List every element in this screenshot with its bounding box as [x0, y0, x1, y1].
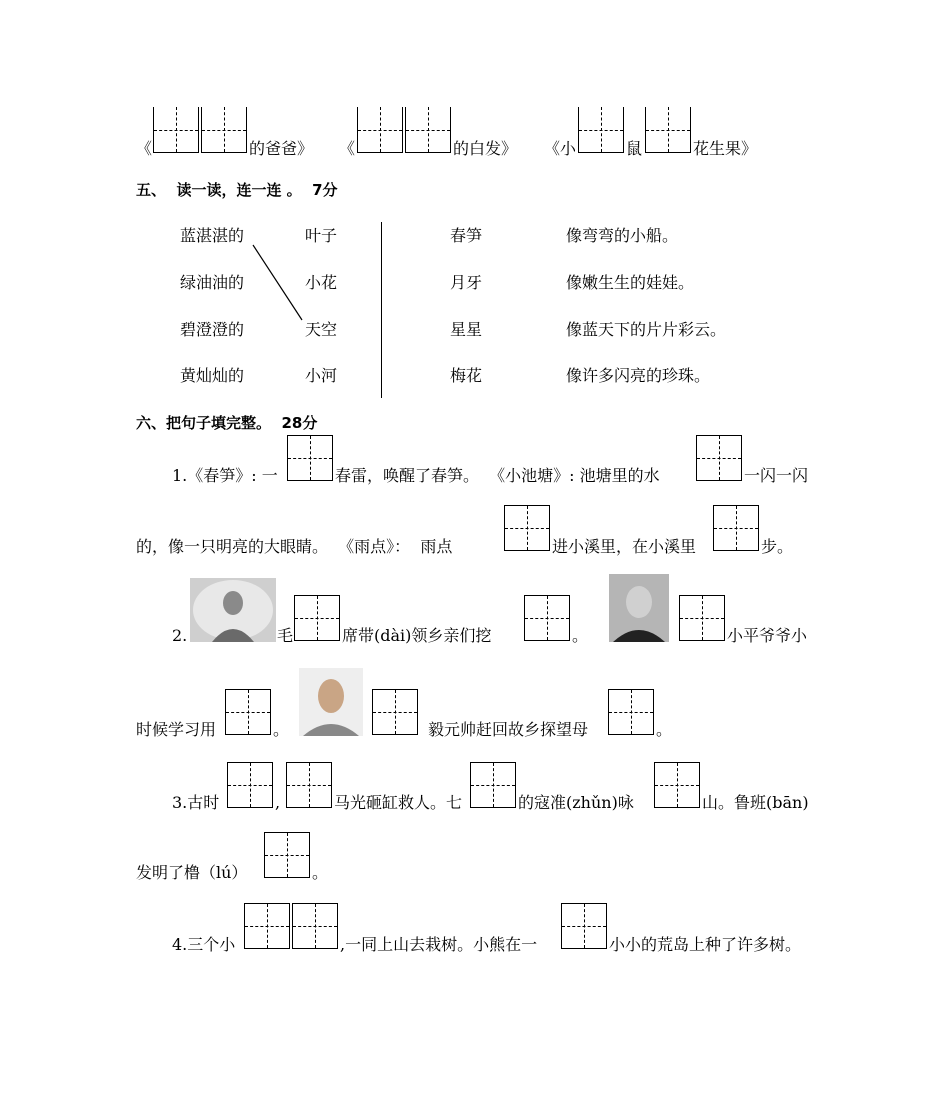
- q1-text-e: 进小溪里，在小溪里: [552, 537, 697, 556]
- mid-col-item[interactable]: 天空: [305, 320, 338, 339]
- far-right-col-item[interactable]: 像嫩生生的娃娃。: [566, 273, 695, 292]
- top-item3-tail: 花生果》: [693, 139, 758, 158]
- answer-box[interactable]: [578, 107, 624, 153]
- mid-col-item[interactable]: 小花: [305, 273, 338, 292]
- mid-col-item[interactable]: 叶子: [305, 226, 338, 245]
- q1-text-d: 的，像一只明亮的大眼睛。 《雨点》： 雨点: [136, 537, 453, 556]
- q2-text-e: 小平爷爷小: [727, 626, 808, 645]
- answer-box[interactable]: [561, 903, 607, 949]
- answer-box[interactable]: [654, 762, 700, 808]
- top-item2-open: 《: [339, 139, 356, 158]
- answer-box[interactable]: [679, 595, 725, 641]
- q1-text-f: 步。: [761, 537, 794, 556]
- portrait-image: [609, 574, 669, 642]
- q2-text-b: 毛: [277, 626, 294, 645]
- far-right-col-item[interactable]: 像蓝天下的片片彩云。: [566, 320, 727, 339]
- answer-box[interactable]: [645, 107, 691, 153]
- top-item3-open: 《小: [544, 139, 577, 158]
- answer-box[interactable]: [372, 689, 418, 735]
- q2-text-f: 时候学习用: [136, 720, 217, 739]
- answer-box[interactable]: [696, 435, 742, 481]
- q2-text-c: 席带(dài)领乡亲们挖: [342, 626, 492, 645]
- q2-text-d: 。: [572, 626, 589, 645]
- answer-box[interactable]: [405, 107, 451, 153]
- answer-box[interactable]: [286, 762, 332, 808]
- q3-text-g: 。: [312, 863, 329, 882]
- answer-box[interactable]: [294, 595, 340, 641]
- top-item1-open: 《: [136, 139, 153, 158]
- q1-text-a: 1.《春笋》: 一: [172, 466, 278, 485]
- answer-box[interactable]: [524, 595, 570, 641]
- mid-col-item[interactable]: 小河: [305, 366, 338, 385]
- right-col-item[interactable]: 月牙: [450, 273, 483, 292]
- portrait-image: [190, 578, 276, 642]
- q2-text-i: 。: [656, 720, 673, 739]
- right-col-item[interactable]: 春笋: [450, 226, 483, 245]
- far-right-col-item[interactable]: 像弯弯的小船。: [566, 226, 679, 245]
- answer-box[interactable]: [225, 689, 271, 735]
- q3-text-c: 马光砸缸救人。七: [334, 793, 463, 812]
- top-item1-tail: 的爸爸》: [249, 139, 314, 158]
- q4-text-a: 4.三个小: [172, 935, 236, 954]
- q4-text-c: 小小的荒岛上种了许多树。: [609, 935, 802, 954]
- answer-box[interactable]: [153, 107, 199, 153]
- answer-box[interactable]: [244, 903, 290, 949]
- q3-text-f: 发明了橹（lú）: [136, 863, 248, 882]
- q4-text-b: ,一同上山去栽树。小熊在一: [340, 935, 538, 954]
- far-right-col-item[interactable]: 像许多闪亮的珍珠。: [566, 366, 711, 385]
- q2-text-g: 。: [273, 720, 290, 739]
- answer-box[interactable]: [264, 832, 310, 878]
- q3-text-a: 3.古时: [172, 793, 220, 812]
- answer-box[interactable]: [227, 762, 273, 808]
- answer-box[interactable]: [608, 689, 654, 735]
- right-col-item[interactable]: 梅花: [450, 366, 483, 385]
- answer-box[interactable]: [504, 505, 550, 551]
- top-item3-mid: 鼠: [626, 139, 643, 158]
- left-col-item[interactable]: 绿油油的: [180, 273, 245, 292]
- answer-box[interactable]: [287, 435, 333, 481]
- left-col-item[interactable]: 蓝湛湛的: [180, 226, 245, 245]
- left-col-item[interactable]: 碧澄澄的: [180, 320, 245, 339]
- section5-title: 五、 读一读，连一连 。 7分: [136, 181, 338, 199]
- answer-box[interactable]: [292, 903, 338, 949]
- connect-line: [253, 245, 302, 320]
- q3-text-b: ,: [275, 793, 281, 812]
- answer-box[interactable]: [470, 762, 516, 808]
- q2-text-h: 毅元帅赶回故乡探望母: [428, 720, 589, 739]
- section6-title: 六、把句子填完整。 28分: [136, 414, 318, 432]
- q2-text-a: 2.: [172, 626, 188, 645]
- q3-text-d: 的寇准(zhǔn)咏: [518, 793, 634, 812]
- right-col-item[interactable]: 星星: [450, 320, 483, 339]
- q3-text-e: 山。鲁班(bān): [702, 793, 809, 812]
- answer-box[interactable]: [357, 107, 403, 153]
- q1-text-b: 春雷，唤醒了春笋。 《小池塘》: 池塘里的水: [335, 466, 660, 485]
- answer-box[interactable]: [201, 107, 247, 153]
- left-col-item[interactable]: 黄灿灿的: [180, 366, 245, 385]
- column-divider: [381, 222, 382, 398]
- top-item2-tail: 的白发》: [453, 139, 518, 158]
- portrait-image: [299, 668, 363, 736]
- answer-box[interactable]: [713, 505, 759, 551]
- q1-text-c: 一闪一闪: [744, 466, 809, 485]
